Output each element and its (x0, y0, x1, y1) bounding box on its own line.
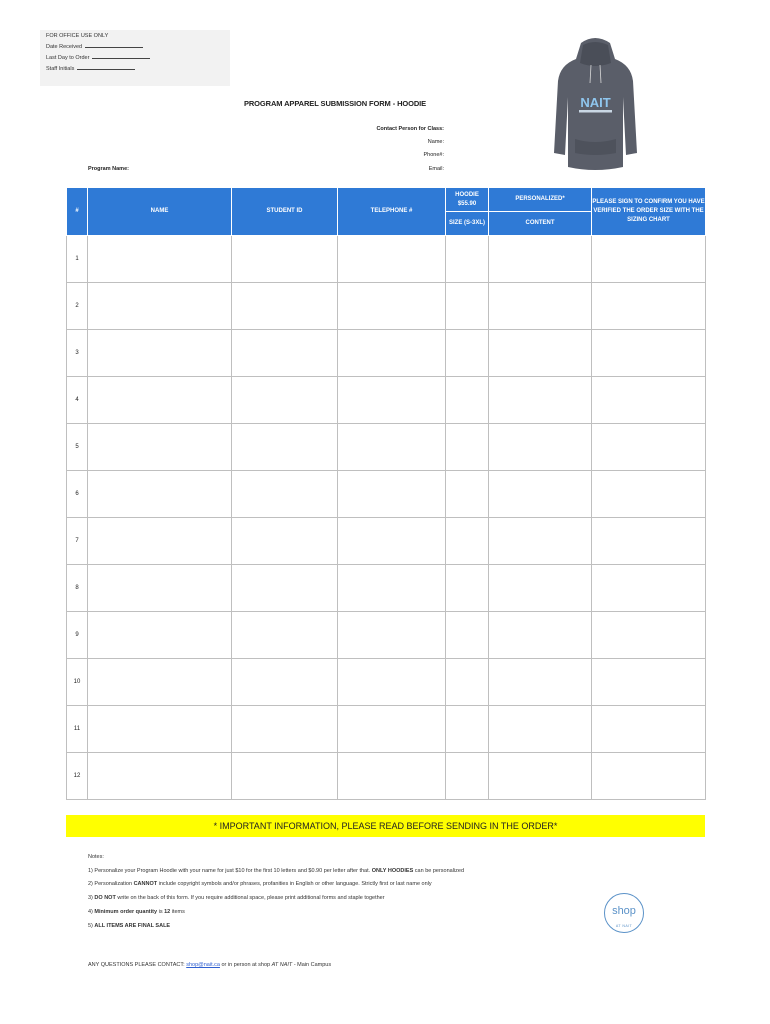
contact-line (88, 962, 331, 968)
shop-logo (604, 893, 644, 943)
telephone-cell[interactable] (338, 659, 446, 706)
contact-heading: Contact Person for Class: (376, 126, 444, 132)
telephone-cell[interactable] (338, 283, 446, 330)
table-row (67, 377, 706, 424)
row-number: 10 (67, 659, 88, 706)
table-row (67, 330, 706, 377)
note-5 (88, 920, 464, 934)
content-cell[interactable] (489, 565, 592, 612)
student-id-cell[interactable] (232, 471, 338, 518)
table-row (67, 471, 706, 518)
table-row (67, 565, 706, 612)
row-number: 8 (67, 565, 88, 612)
telephone-cell[interactable] (338, 236, 446, 283)
note-1 (88, 865, 464, 879)
content-cell[interactable] (489, 330, 592, 377)
size-cell[interactable] (446, 659, 489, 706)
signature-cell[interactable] (592, 706, 706, 753)
telephone-cell[interactable] (338, 612, 446, 659)
contact-middle: or in person at shop (219, 962, 272, 968)
row-number: 2 (67, 283, 88, 330)
note-1-tail: can be personalized (413, 867, 465, 874)
col-signature-header (592, 188, 706, 236)
notes-section (88, 851, 464, 933)
note-4-mid: is (157, 908, 165, 915)
col-number-header: # (67, 188, 88, 236)
date-received-label: Date Received (46, 44, 83, 50)
name-cell[interactable] (88, 753, 232, 800)
contact-name-label: Name: (427, 139, 444, 145)
signature-cell[interactable] (592, 612, 706, 659)
telephone-cell[interactable] (338, 471, 446, 518)
shop-logo-word: shop (612, 905, 636, 917)
note-5-bold: ALL ITEMS ARE FINAL SALE (94, 922, 171, 929)
notes-heading: Notes: (88, 854, 104, 860)
signature-cell[interactable] (592, 236, 706, 283)
hoodie-label: HOODIE (455, 191, 479, 198)
form-title: PROGRAM APPAREL SUBMISSION FORM - HOODIE (243, 99, 427, 108)
row-number: 1 (67, 236, 88, 283)
date-received-line (46, 41, 224, 52)
signature-cell[interactable] (592, 330, 706, 377)
name-cell[interactable] (88, 330, 232, 377)
table-row (67, 612, 706, 659)
name-cell[interactable] (88, 706, 232, 753)
note-2-tail: include copyright symbols and/or phrases, profanities in English or other language. Strictly first or last name only (157, 881, 432, 888)
col-telephone-header: TELEPHONE # (338, 188, 446, 236)
note-4 (88, 906, 464, 920)
note-3-text: 3) (88, 895, 95, 902)
col-name-header: NAME (88, 188, 232, 236)
note-3-tail: write on the back of this form. If you require additional space, please print additional forms and staple together (115, 895, 385, 902)
contact-email-label: Email: (428, 166, 444, 172)
name-cell[interactable] (88, 471, 232, 518)
name-cell[interactable] (88, 236, 232, 283)
note-3-bold: DO NOT (94, 895, 116, 902)
row-number: 6 (67, 471, 88, 518)
size-cell[interactable] (446, 283, 489, 330)
student-id-cell[interactable] (232, 706, 338, 753)
col-hoodie-header (446, 188, 489, 212)
date-received-blank[interactable] (85, 41, 143, 48)
size-cell[interactable] (446, 377, 489, 424)
telephone-cell[interactable] (338, 518, 446, 565)
note-2-text: 2) Personalization (88, 881, 134, 888)
size-cell[interactable] (446, 518, 489, 565)
size-cell[interactable] (446, 424, 489, 471)
staff-initials-label: Staff Initials (46, 66, 75, 72)
contact-suffix: - Main Campus (292, 962, 332, 968)
contact-email-link[interactable]: shop@nait.ca (186, 962, 220, 968)
last-day-label: Last Day to Order (46, 55, 90, 61)
name-cell[interactable] (88, 424, 232, 471)
table-row (67, 659, 706, 706)
student-id-cell[interactable] (232, 283, 338, 330)
size-cell[interactable] (446, 330, 489, 377)
signature-cell[interactable] (592, 518, 706, 565)
order-table (66, 187, 706, 800)
signature-cell[interactable] (592, 565, 706, 612)
table-row (67, 706, 706, 753)
name-cell[interactable] (88, 283, 232, 330)
name-cell[interactable] (88, 612, 232, 659)
col-personalized-header: PERSONALIZED* (489, 188, 592, 212)
row-number: 12 (67, 753, 88, 800)
col-student-id-header: STUDENT ID (232, 188, 338, 236)
signature-cell[interactable] (592, 283, 706, 330)
student-id-cell[interactable] (232, 659, 338, 706)
content-cell[interactable] (489, 471, 592, 518)
row-number: 3 (67, 330, 88, 377)
contact-at-nait: AT NAIT (271, 962, 293, 968)
table-row (67, 236, 706, 283)
telephone-cell[interactable] (338, 753, 446, 800)
student-id-cell[interactable] (232, 612, 338, 659)
shop-logo-sub: AT NAIT (615, 924, 633, 928)
name-cell[interactable] (88, 565, 232, 612)
student-id-cell[interactable] (232, 330, 338, 377)
staff-initials-line (46, 63, 224, 74)
telephone-cell[interactable] (338, 330, 446, 377)
note-2 (88, 878, 464, 892)
note-3 (88, 892, 464, 906)
staff-initials-blank[interactable] (77, 63, 135, 70)
telephone-cell[interactable] (338, 706, 446, 753)
size-cell[interactable] (446, 753, 489, 800)
signature-cell[interactable] (592, 377, 706, 424)
student-id-cell[interactable] (232, 424, 338, 471)
important-notice-banner: * IMPORTANT INFORMATION, PLEASE READ BEFORE SENDING IN THE ORDER* (66, 815, 705, 837)
col-content-header: CONTENT (489, 212, 592, 236)
student-id-cell[interactable] (232, 753, 338, 800)
table-row (67, 424, 706, 471)
table-row (67, 283, 706, 330)
note-5-text: 5) (88, 922, 95, 929)
student-id-cell[interactable] (232, 377, 338, 424)
row-number: 11 (67, 706, 88, 753)
signature-cell[interactable] (592, 753, 706, 800)
note-2-bold: CANNOT (133, 881, 158, 888)
size-cell[interactable] (446, 471, 489, 518)
content-cell[interactable] (489, 236, 592, 283)
telephone-cell[interactable] (338, 424, 446, 471)
name-cell[interactable] (88, 377, 232, 424)
sign-label-line-3: SIZING CHART (627, 217, 670, 223)
hoodie-image (553, 35, 638, 178)
signature-cell[interactable] (592, 424, 706, 471)
size-cell[interactable] (446, 706, 489, 753)
row-number: 4 (67, 377, 88, 424)
size-cell[interactable] (446, 565, 489, 612)
content-cell[interactable] (489, 283, 592, 330)
last-day-blank[interactable] (92, 52, 150, 59)
note-1-bold: ONLY HOODIES (371, 867, 414, 874)
content-cell[interactable] (489, 706, 592, 753)
content-cell[interactable] (489, 753, 592, 800)
signature-cell[interactable] (592, 471, 706, 518)
program-name-label: Program Name: (88, 166, 129, 172)
note-4-text: 4) (88, 908, 95, 915)
row-number: 7 (67, 518, 88, 565)
telephone-cell[interactable] (338, 565, 446, 612)
content-cell[interactable] (489, 377, 592, 424)
hoodie-logo-text: NAIT (580, 95, 611, 110)
note-4-quantity: 12 (164, 908, 171, 915)
content-cell[interactable] (489, 659, 592, 706)
size-cell[interactable] (446, 236, 489, 283)
row-number: 9 (67, 612, 88, 659)
sign-label-line-1: PLEASE SIGN TO CONFIRM YOU HAVE (592, 199, 705, 205)
note-1-text: 1) Personalize your Program Hoodie with your name for just $10 for the first 10 letters and $0.90 per letter after that. (88, 867, 372, 874)
student-id-cell[interactable] (232, 518, 338, 565)
contact-prefix: ANY QUESTIONS PLEASE CONTACT: (88, 962, 187, 968)
sign-label-line-2: VERIFIED THE ORDER SIZE WITH THE (593, 208, 704, 214)
signature-cell[interactable] (592, 659, 706, 706)
contact-phone-label: Phone#: (423, 152, 444, 158)
row-number: 5 (67, 424, 88, 471)
office-use-heading: FOR OFFICE USE ONLY (46, 33, 109, 39)
student-id-cell[interactable] (232, 236, 338, 283)
table-row (67, 753, 706, 800)
student-id-cell[interactable] (232, 565, 338, 612)
table-row (67, 518, 706, 565)
size-cell[interactable] (446, 612, 489, 659)
content-cell[interactable] (489, 518, 592, 565)
hoodie-price: $55.90 (457, 200, 477, 207)
last-day-line (46, 52, 224, 63)
telephone-cell[interactable] (338, 377, 446, 424)
note-4-tail: items (170, 908, 185, 915)
office-use-box (40, 30, 230, 86)
content-cell[interactable] (489, 612, 592, 659)
name-cell[interactable] (88, 518, 232, 565)
name-cell[interactable] (88, 659, 232, 706)
col-size-header: SIZE (S-3XL) (446, 212, 489, 236)
note-4-bold: Minimum order quantity (94, 908, 158, 915)
content-cell[interactable] (489, 424, 592, 471)
